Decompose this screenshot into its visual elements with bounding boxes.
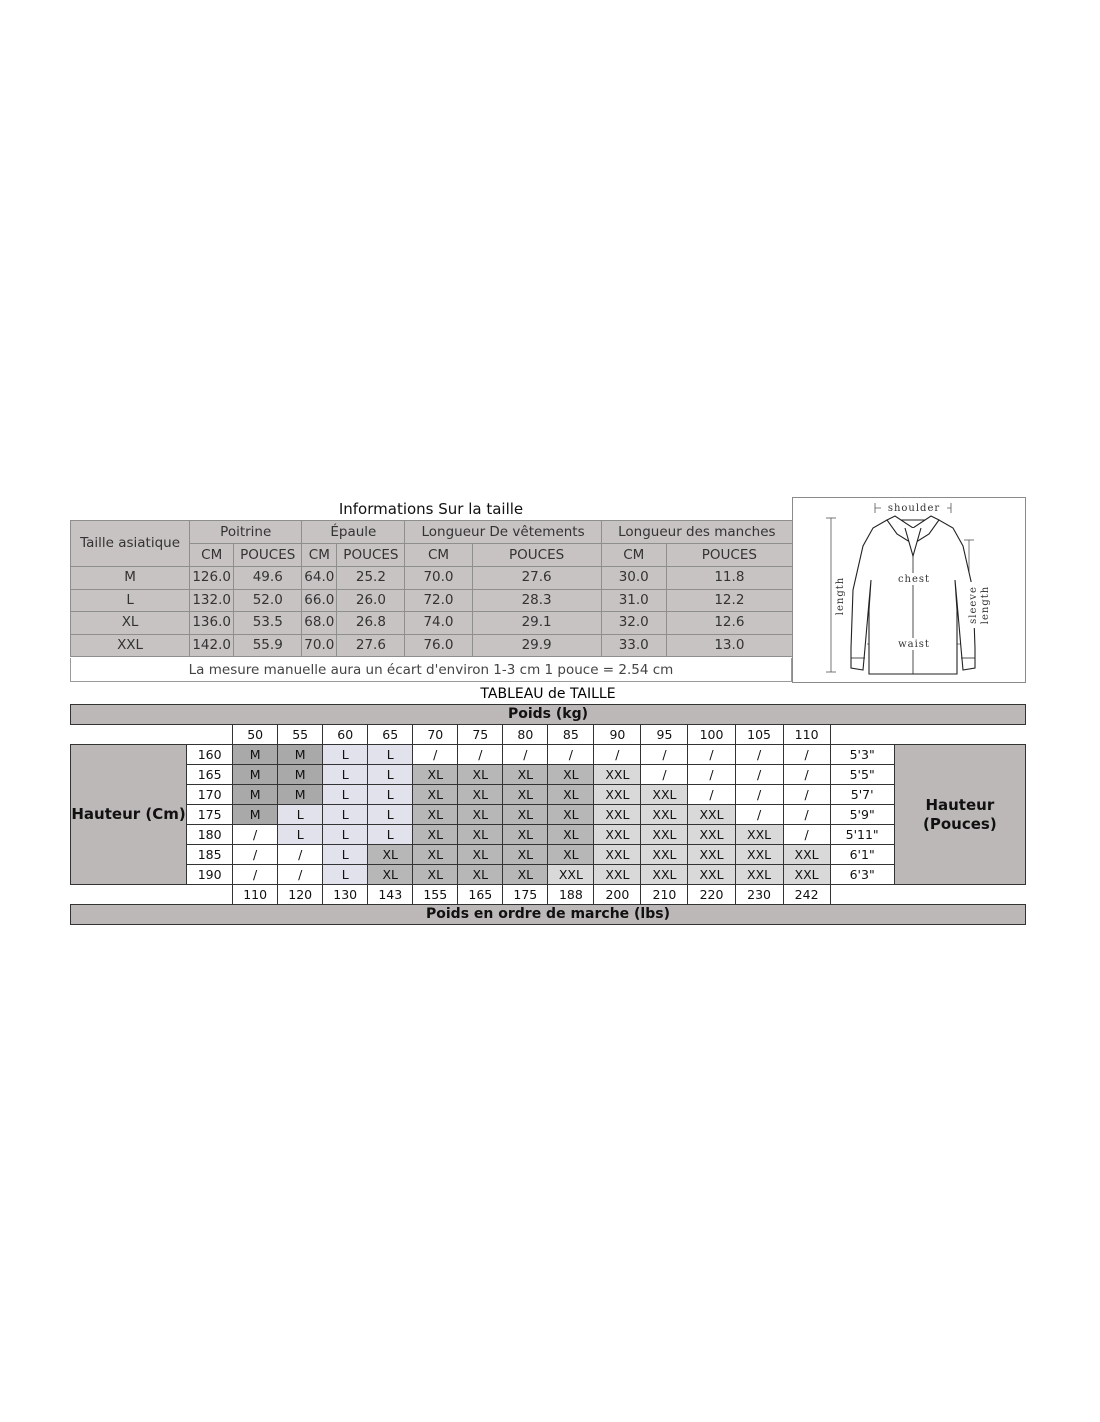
height-in-label <box>894 745 1025 885</box>
blank-cell <box>830 885 1025 905</box>
size-cell: / <box>233 825 278 845</box>
size-cell: / <box>233 845 278 865</box>
size-cell: XL <box>548 825 594 845</box>
size-row <box>71 825 1026 845</box>
weight-lbs-value: 155 <box>413 885 458 905</box>
size-cell: M <box>233 805 278 825</box>
size-cell: XXL <box>735 865 783 885</box>
shirt-diagram <box>792 497 1026 683</box>
size-cell: L <box>368 825 413 845</box>
size-cell: XL <box>548 845 594 865</box>
measurement-value: 49.6 <box>234 567 302 590</box>
size-cell: M <box>278 745 323 765</box>
size-cell: XL <box>548 785 594 805</box>
measurement-value: 126.0 <box>190 567 234 590</box>
measurement-value: 11.8 <box>666 567 792 590</box>
size-label: M <box>71 567 190 590</box>
measurement-value: 28.3 <box>472 589 601 612</box>
measurement-value: 26.8 <box>337 612 405 635</box>
size-cell: L <box>323 785 368 805</box>
measurement-table <box>70 520 793 657</box>
size-cell: XL <box>458 825 503 845</box>
measurement-value: 12.6 <box>666 612 792 635</box>
size-cell: XXL <box>641 845 688 865</box>
measurement-value: 52.0 <box>234 589 302 612</box>
size-row <box>71 865 1026 885</box>
size-cell: XL <box>503 845 548 865</box>
size-cell: XXL <box>688 805 735 825</box>
height-cm-value: 175 <box>187 805 233 825</box>
size-cell: / <box>783 825 830 845</box>
size-cell: XL <box>458 845 503 865</box>
size-cell: / <box>783 785 830 805</box>
size-cell: XL <box>413 865 458 885</box>
size-cell: XL <box>413 765 458 785</box>
weight-lbs-value: 188 <box>548 885 594 905</box>
size-cell: XL <box>368 865 413 885</box>
weight-lbs-value: 242 <box>783 885 830 905</box>
height-cm-value: 165 <box>187 765 233 785</box>
size-cell: XXL <box>594 825 641 845</box>
measurement-value: 68.0 <box>302 612 337 635</box>
measurement-value: 29.1 <box>472 612 601 635</box>
unit-header: POUCES <box>666 544 792 567</box>
size-row <box>71 745 1026 765</box>
weight-kg-value: 100 <box>688 725 735 745</box>
size-cell: XL <box>503 765 548 785</box>
weight-lbs-value: 220 <box>688 885 735 905</box>
height-in-value: 5'11" <box>830 825 894 845</box>
size-chart-table <box>70 704 1026 925</box>
sleeve-label: sleeve <box>968 586 979 624</box>
weight-lbs-value: 143 <box>368 885 413 905</box>
unit-header: CM <box>302 544 337 567</box>
measurement-value: 132.0 <box>190 589 234 612</box>
size-cell: / <box>278 845 323 865</box>
size-cell: XL <box>458 865 503 885</box>
size-cell: XXL <box>641 785 688 805</box>
size-cell: / <box>783 805 830 825</box>
height-cm-value: 180 <box>187 825 233 845</box>
measurement-value: 74.0 <box>405 612 472 635</box>
size-cell: XXL <box>688 845 735 865</box>
size-row <box>71 805 1026 825</box>
weight-lbs-value: 230 <box>735 885 783 905</box>
size-cell: / <box>278 865 323 885</box>
weight-kg-value: 105 <box>735 725 783 745</box>
blank-cell <box>830 725 1025 745</box>
size-row <box>71 785 1026 805</box>
size-cell: XL <box>413 805 458 825</box>
size-cell: XL <box>413 785 458 805</box>
size-cell: M <box>278 785 323 805</box>
size-cell: XL <box>548 765 594 785</box>
weight-lbs-value: 130 <box>323 885 368 905</box>
size-label: L <box>71 589 190 612</box>
weight-lbs-value: 165 <box>458 885 503 905</box>
size-cell: XL <box>413 845 458 865</box>
size-cell: L <box>368 805 413 825</box>
size-cell: XXL <box>594 845 641 865</box>
unit-header: CM <box>405 544 472 567</box>
height-in-value: 5'9" <box>830 805 894 825</box>
height-cm-value: 190 <box>187 865 233 885</box>
measurement-note: La mesure manuelle aura un écart d'environ 1-3 cm 1 pouce = 2.54 cm <box>70 658 792 682</box>
unit-header: CM <box>601 544 666 567</box>
size-cell: XXL <box>735 845 783 865</box>
weight-kg-value: 95 <box>641 725 688 745</box>
height-in-value: 5'5" <box>830 765 894 785</box>
size-header: Taille asiatique <box>71 521 190 567</box>
weight-lbs-value: 210 <box>641 885 688 905</box>
blank-cell <box>71 885 233 905</box>
size-cell: / <box>413 745 458 765</box>
weight-kg-value: 50 <box>233 725 278 745</box>
size-cell: XXL <box>641 825 688 845</box>
weight-kg-value: 80 <box>503 725 548 745</box>
weight-kg-value: 60 <box>323 725 368 745</box>
measurement-value: 25.2 <box>337 567 405 590</box>
size-cell: / <box>783 745 830 765</box>
group-header: Longueur des manches <box>601 521 792 544</box>
size-cell: XL <box>413 825 458 845</box>
size-cell: L <box>323 865 368 885</box>
size-cell: XXL <box>548 865 594 885</box>
group-header: Poitrine <box>190 521 302 544</box>
size-cell: XL <box>458 785 503 805</box>
measurement-value: 64.0 <box>302 567 337 590</box>
size-cell: XL <box>458 765 503 785</box>
size-cell: / <box>503 745 548 765</box>
size-cell: L <box>323 845 368 865</box>
size-cell: / <box>641 745 688 765</box>
size-cell: / <box>548 745 594 765</box>
weight-kg-value: 65 <box>368 725 413 745</box>
size-label: XL <box>71 612 190 635</box>
measurement-value: 27.6 <box>472 567 601 590</box>
unit-header: CM <box>190 544 234 567</box>
weight-kg-row <box>71 725 1026 745</box>
height-in-value: 5'3" <box>830 745 894 765</box>
group-header: Longueur De vêtements <box>405 521 601 544</box>
measurement-value: 12.2 <box>666 589 792 612</box>
size-cell: XXL <box>688 825 735 845</box>
size-row <box>71 765 1026 785</box>
measurement-value: 66.0 <box>302 589 337 612</box>
size-cell: / <box>735 805 783 825</box>
measurement-row <box>71 567 793 590</box>
measurement-row <box>71 589 793 612</box>
height-cm-label <box>71 745 187 885</box>
size-cell: L <box>278 805 323 825</box>
measurement-value: 136.0 <box>190 612 234 635</box>
size-cell: XXL <box>735 825 783 845</box>
size-cell: L <box>278 825 323 845</box>
size-cell: M <box>233 765 278 785</box>
measurement-value: 70.0 <box>302 634 337 657</box>
measurement-value: 55.9 <box>234 634 302 657</box>
size-cell: XL <box>503 805 548 825</box>
height-in-value: 6'3" <box>830 865 894 885</box>
unit-header: POUCES <box>472 544 601 567</box>
size-cell: / <box>735 765 783 785</box>
weight-lbs-value: 200 <box>594 885 641 905</box>
weight-lbs-label: Poids en ordre de marche (lbs) <box>71 905 1026 925</box>
size-cell: XL <box>548 805 594 825</box>
size-cell: / <box>735 785 783 805</box>
size-cell: XXL <box>783 845 830 865</box>
measurement-value: 26.0 <box>337 589 405 612</box>
measurement-value: 30.0 <box>601 567 666 590</box>
measurement-title: Informations Sur la taille <box>338 500 524 518</box>
chest-label: chest <box>897 574 931 585</box>
size-cell: / <box>641 765 688 785</box>
measurement-value: 27.6 <box>337 634 405 657</box>
measurement-section <box>70 497 1026 683</box>
measurement-value: 33.0 <box>601 634 666 657</box>
weight-kg-value: 90 <box>594 725 641 745</box>
size-cell: / <box>458 745 503 765</box>
measurement-value: 13.0 <box>666 634 792 657</box>
weight-kg-band-row <box>71 705 1026 725</box>
size-cell: XXL <box>594 765 641 785</box>
size-cell: M <box>233 785 278 805</box>
size-cell: L <box>323 805 368 825</box>
height-in-value: 5'7' <box>830 785 894 805</box>
size-cell: / <box>688 745 735 765</box>
size-cell: L <box>323 825 368 845</box>
weight-lbs-value: 120 <box>278 885 323 905</box>
size-chart-title: TABLEAU de TAILLE <box>480 686 616 702</box>
weight-lbs-value: 175 <box>503 885 548 905</box>
weight-kg-value: 85 <box>548 725 594 745</box>
size-cell: L <box>368 745 413 765</box>
height-cm-value: 160 <box>187 745 233 765</box>
measurement-group-header <box>71 521 793 544</box>
size-cell: M <box>233 745 278 765</box>
measurement-value: 72.0 <box>405 589 472 612</box>
group-header: Épaule <box>302 521 405 544</box>
height-in-label-text: Hauteur (Pouces) <box>923 795 997 833</box>
size-cell: XXL <box>783 865 830 885</box>
size-row <box>71 845 1026 865</box>
weight-kg-label: Poids (kg) <box>71 705 1026 725</box>
unit-header: POUCES <box>337 544 405 567</box>
size-cell: XL <box>503 865 548 885</box>
size-cell: XL <box>503 825 548 845</box>
shoulder-label: shoulder <box>887 503 941 514</box>
unit-header: POUCES <box>234 544 302 567</box>
measurement-value: 142.0 <box>190 634 234 657</box>
weight-kg-value: 75 <box>458 725 503 745</box>
measurement-value: 29.9 <box>472 634 601 657</box>
measurement-row <box>71 612 793 635</box>
weight-kg-value: 55 <box>278 725 323 745</box>
size-cell: XXL <box>688 865 735 885</box>
measurement-value: 70.0 <box>405 567 472 590</box>
measurement-value: 31.0 <box>601 589 666 612</box>
measurement-rows <box>71 567 793 657</box>
size-cell: / <box>688 765 735 785</box>
height-cm-value: 185 <box>187 845 233 865</box>
shirt-illustration <box>793 498 1027 684</box>
size-cell: XXL <box>594 785 641 805</box>
length-label: length <box>835 576 846 616</box>
size-cell: XXL <box>594 865 641 885</box>
weight-lbs-row <box>71 885 1026 905</box>
size-cell: / <box>233 865 278 885</box>
size-cell: / <box>594 745 641 765</box>
size-label: XXL <box>71 634 190 657</box>
measurement-value: 53.5 <box>234 612 302 635</box>
size-cell: XL <box>503 785 548 805</box>
blank-cell <box>71 725 233 745</box>
weight-lbs-band-row <box>71 905 1026 925</box>
size-cell: / <box>735 745 783 765</box>
sleeve-length-label: length <box>980 585 991 625</box>
size-cell: XXL <box>594 805 641 825</box>
measurement-value: 32.0 <box>601 612 666 635</box>
size-cell: XXL <box>641 805 688 825</box>
measurement-value: 76.0 <box>405 634 472 657</box>
size-chart-body <box>71 705 1026 925</box>
weight-kg-value: 70 <box>413 725 458 745</box>
size-cell: XL <box>368 845 413 865</box>
size-cell: L <box>323 765 368 785</box>
waist-label: waist <box>898 639 930 650</box>
size-cell: L <box>368 785 413 805</box>
size-cell: XL <box>458 805 503 825</box>
size-cell: / <box>688 785 735 805</box>
size-cell: L <box>323 745 368 765</box>
height-cm-label-text: Hauteur (Cm) <box>71 805 186 823</box>
size-cell: XXL <box>641 865 688 885</box>
height-cm-value: 170 <box>187 785 233 805</box>
size-cell: L <box>368 765 413 785</box>
weight-lbs-value: 110 <box>233 885 278 905</box>
size-cell: M <box>278 765 323 785</box>
size-cell: / <box>783 765 830 785</box>
height-in-value: 6'1" <box>830 845 894 865</box>
weight-kg-value: 110 <box>783 725 830 745</box>
measurement-row <box>71 634 793 657</box>
